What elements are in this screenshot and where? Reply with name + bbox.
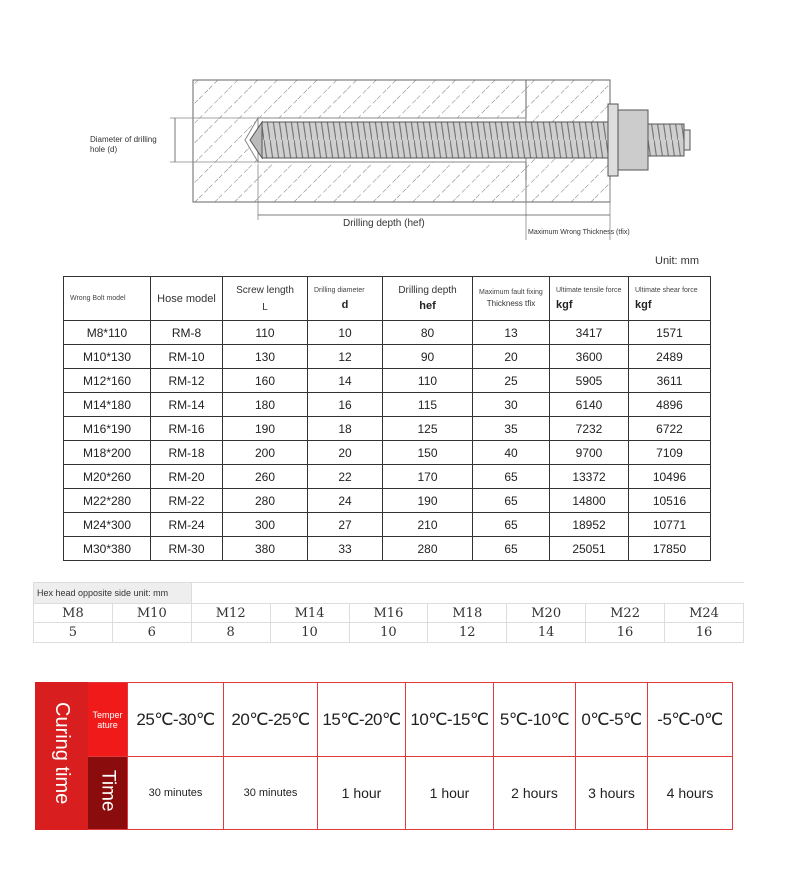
hex-value-cell: 12	[428, 623, 507, 643]
table-cell: 22	[308, 465, 383, 489]
table-cell: 10516	[629, 489, 711, 513]
table-cell: 7232	[550, 417, 629, 441]
header-shear-force: Ultimate shear force kgf	[629, 277, 711, 321]
table-cell: 40	[473, 441, 550, 465]
hex-value-cell: 10	[349, 623, 428, 643]
table-cell: RM-30	[151, 537, 223, 561]
table-cell: 9700	[550, 441, 629, 465]
hex-size-cell: M18	[428, 604, 507, 623]
time-row	[36, 757, 733, 830]
table-cell: 180	[223, 393, 308, 417]
hex-size-cell: M22	[586, 604, 665, 623]
table-row	[64, 441, 711, 465]
table-cell: 160	[223, 369, 308, 393]
anchor-cross-section-drawing	[0, 60, 790, 260]
table-cell: 150	[383, 441, 473, 465]
threaded-rod	[262, 122, 617, 158]
hole-diameter-label: Diameter of drilling hole (d)	[90, 135, 157, 154]
temperature-label: Temperature	[88, 683, 128, 757]
header-drilling-depth: Drilling depth hef	[383, 277, 473, 321]
table-cell: 20	[473, 345, 550, 369]
curing-time-title: Curing time	[36, 683, 88, 830]
table-cell: RM-10	[151, 345, 223, 369]
table-cell: 3611	[629, 369, 711, 393]
curing-time-table	[35, 682, 733, 830]
table-cell: M14*180	[64, 393, 151, 417]
table-cell: 170	[383, 465, 473, 489]
hex-value-cell: 10	[270, 623, 349, 643]
temperature-range-cell: 0℃-5℃	[576, 683, 648, 757]
table-cell: 10771	[629, 513, 711, 537]
table-row	[64, 537, 711, 561]
table-cell: 20	[308, 441, 383, 465]
table-row	[64, 465, 711, 489]
header-bolt-model: Wrong Bolt model	[64, 277, 151, 321]
header-drilling-diameter: Drilling diameter d	[308, 277, 383, 321]
drilling-depth-label: Drilling depth (hef)	[343, 218, 425, 229]
table-cell: 6722	[629, 417, 711, 441]
table-cell: 380	[223, 537, 308, 561]
temperature-range-cell: 10℃-15℃	[406, 683, 494, 757]
table-cell: 25	[473, 369, 550, 393]
curing-duration-cell: 1 hour	[318, 757, 406, 830]
anchor-spec-table	[63, 276, 711, 561]
hex-caption-row	[34, 583, 744, 604]
table-cell: 65	[473, 465, 550, 489]
anchor-bolt-diagram	[0, 60, 790, 260]
table-cell: 190	[383, 489, 473, 513]
hex-value-cell: 14	[507, 623, 586, 643]
table-cell: 14800	[550, 489, 629, 513]
hex-values-row	[34, 623, 744, 643]
table-cell: M30*380	[64, 537, 151, 561]
table-cell: 80	[383, 321, 473, 345]
hex-size-cell: M24	[665, 604, 744, 623]
table-cell: 10	[308, 321, 383, 345]
table-cell: 6140	[550, 393, 629, 417]
header-screw-length: Screw length L	[223, 277, 308, 321]
hex-value-cell: 8	[191, 623, 270, 643]
curing-duration-cell: 2 hours	[494, 757, 576, 830]
table-cell: 3600	[550, 345, 629, 369]
table-cell: 4896	[629, 393, 711, 417]
table-cell: 27	[308, 513, 383, 537]
table-cell: 35	[473, 417, 550, 441]
table-row	[64, 489, 711, 513]
table-cell: M12*160	[64, 369, 151, 393]
table-cell: 200	[223, 441, 308, 465]
hex-value-cell: 6	[112, 623, 191, 643]
hex-nut	[618, 110, 648, 170]
table-cell: 5905	[550, 369, 629, 393]
temperature-range-cell: 20℃-25℃	[224, 683, 318, 757]
table-cell: RM-18	[151, 441, 223, 465]
table-row	[64, 513, 711, 537]
table-cell: 280	[383, 537, 473, 561]
temperature-range-cell: 25℃-30℃	[128, 683, 224, 757]
table-row	[64, 345, 711, 369]
header-max-thickness: Maximum fault fixing Thickness tfix	[473, 277, 550, 321]
hex-size-cell: M10	[112, 604, 191, 623]
table-cell: 300	[223, 513, 308, 537]
table-cell: 65	[473, 489, 550, 513]
table-cell: M24*300	[64, 513, 151, 537]
table-header-row	[64, 277, 711, 321]
hex-size-cell: M20	[507, 604, 586, 623]
table-cell: RM-14	[151, 393, 223, 417]
header-tensile-force: Ultimate tensile force kgf	[550, 277, 629, 321]
hex-size-cell: M14	[270, 604, 349, 623]
table-cell: 2489	[629, 345, 711, 369]
hex-size-cell: M8	[34, 604, 113, 623]
table-cell: 125	[383, 417, 473, 441]
hex-value-cell: 16	[586, 623, 665, 643]
table-cell: 210	[383, 513, 473, 537]
table-cell: 12	[308, 345, 383, 369]
hex-size-cell: M12	[191, 604, 270, 623]
rod-end	[648, 124, 684, 156]
table-cell: 16	[308, 393, 383, 417]
curing-duration-cell: 3 hours	[576, 757, 648, 830]
table-cell: 10496	[629, 465, 711, 489]
time-label: Time	[88, 757, 128, 830]
table-cell: 7109	[629, 441, 711, 465]
hex-caption: Hex head opposite side unit: mm	[34, 583, 192, 604]
table-cell: 260	[223, 465, 308, 489]
table-cell: 33	[308, 537, 383, 561]
table-cell: 18	[308, 417, 383, 441]
header-hose-model: Hose model	[151, 277, 223, 321]
table-cell: 115	[383, 393, 473, 417]
table-cell: M10*130	[64, 345, 151, 369]
table-cell: RM-12	[151, 369, 223, 393]
hex-value-cell: 16	[665, 623, 744, 643]
table-cell: 30	[473, 393, 550, 417]
table-cell: 14	[308, 369, 383, 393]
table-row	[64, 417, 711, 441]
table-cell: 13372	[550, 465, 629, 489]
hex-head-table	[33, 582, 744, 643]
table-cell: 65	[473, 537, 550, 561]
table-cell: RM-8	[151, 321, 223, 345]
table-row	[64, 393, 711, 417]
table-cell: RM-24	[151, 513, 223, 537]
table-cell: 190	[223, 417, 308, 441]
hex-sizes-row	[34, 604, 744, 623]
table-row	[64, 369, 711, 393]
temperature-range-cell: -5℃-0℃	[648, 683, 733, 757]
table-cell: M22*280	[64, 489, 151, 513]
temperature-range-cell: 15℃-20℃	[318, 683, 406, 757]
table-cell: RM-16	[151, 417, 223, 441]
table-cell: 90	[383, 345, 473, 369]
hex-size-cell: M16	[349, 604, 428, 623]
max-thickness-label: Maximum Wrong Thickness (tfix)	[528, 229, 630, 236]
table-cell: 17850	[629, 537, 711, 561]
table-cell: 280	[223, 489, 308, 513]
curing-duration-cell: 30 minutes	[224, 757, 318, 830]
table-cell: RM-22	[151, 489, 223, 513]
table-cell: 3417	[550, 321, 629, 345]
table-cell: 110	[383, 369, 473, 393]
table-row	[64, 321, 711, 345]
table-cell: 25051	[550, 537, 629, 561]
temperature-row	[36, 683, 733, 757]
table-cell: 130	[223, 345, 308, 369]
table-cell: 1571	[629, 321, 711, 345]
table-cell: 65	[473, 513, 550, 537]
curing-duration-cell: 1 hour	[406, 757, 494, 830]
table-cell: M20*260	[64, 465, 151, 489]
table-cell: 18952	[550, 513, 629, 537]
table-cell: M16*190	[64, 417, 151, 441]
table-cell: 24	[308, 489, 383, 513]
hex-value-cell: 5	[34, 623, 113, 643]
table-cell: 110	[223, 321, 308, 345]
curing-duration-cell: 30 minutes	[128, 757, 224, 830]
curing-duration-cell: 4 hours	[648, 757, 733, 830]
table-cell: M18*200	[64, 441, 151, 465]
temperature-range-cell: 5℃-10℃	[494, 683, 576, 757]
washer	[608, 104, 618, 176]
table-cell: 13	[473, 321, 550, 345]
unit-label: Unit: mm	[655, 255, 699, 267]
table-cell: M8*110	[64, 321, 151, 345]
table-cell: RM-20	[151, 465, 223, 489]
